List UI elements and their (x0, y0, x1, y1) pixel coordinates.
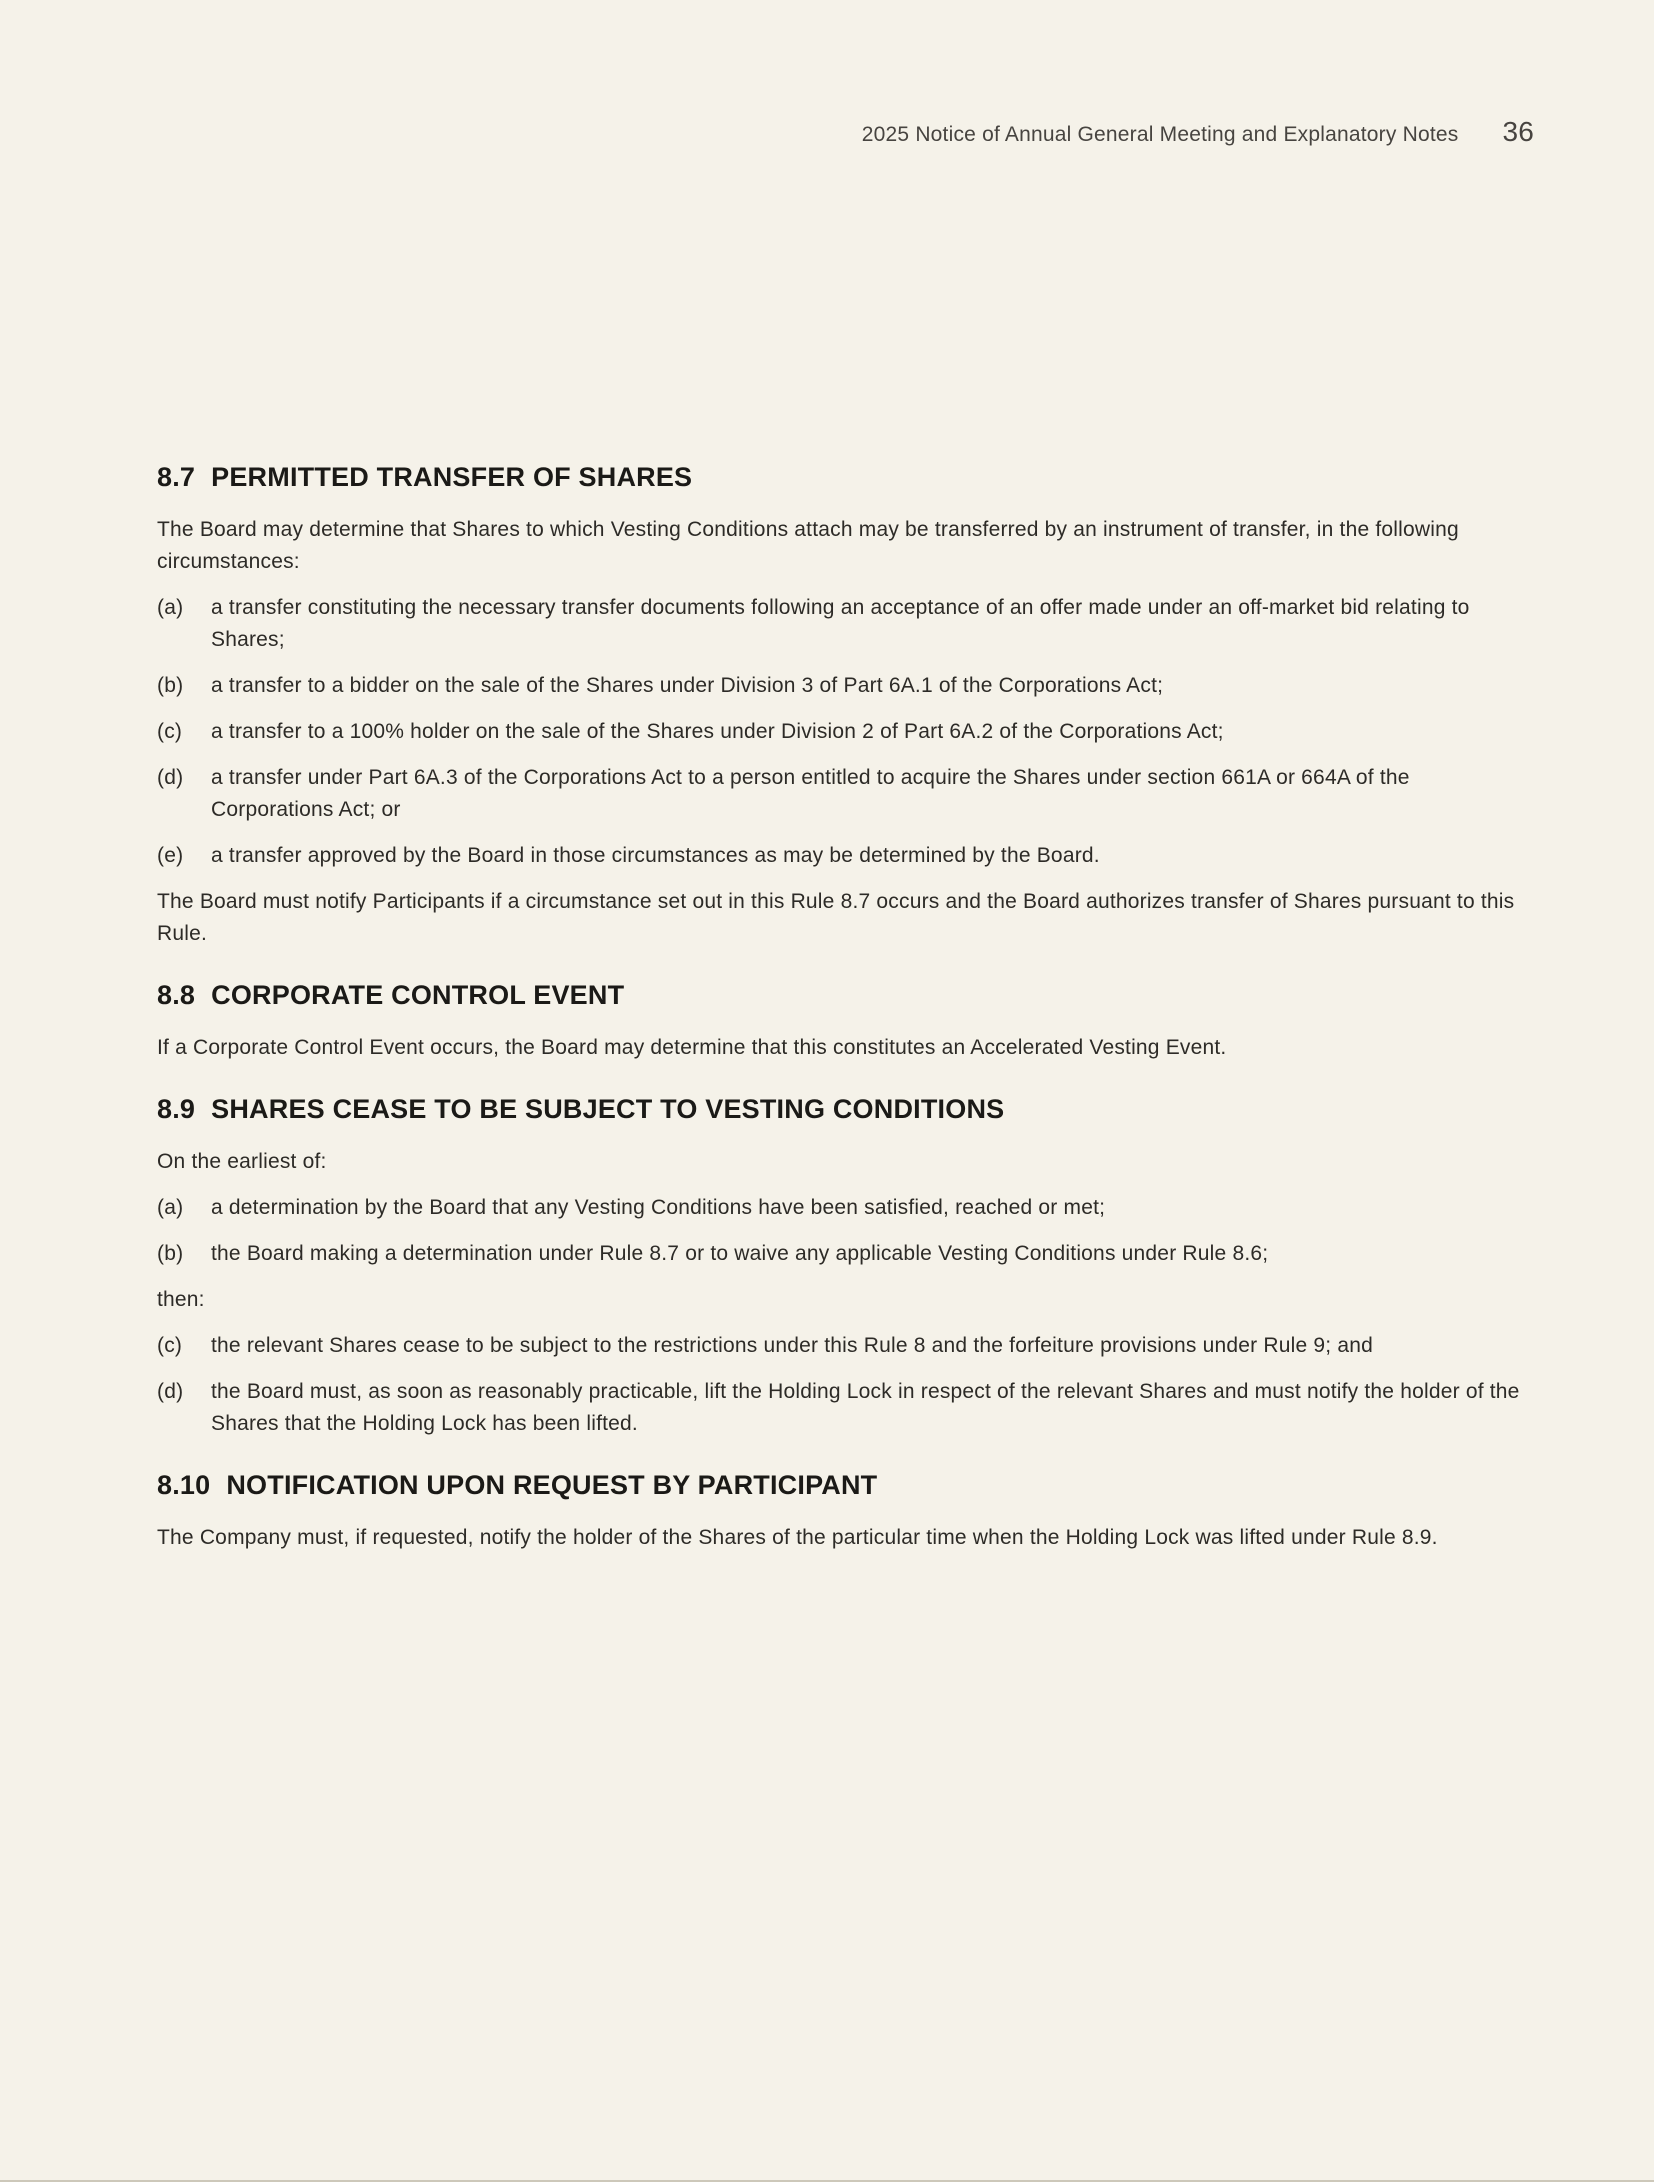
list-item-text: a transfer to a bidder on the sale of the Shares under Division 3 of Part 6A.1 of the Corporations Act; (211, 674, 1164, 697)
header-title: 2025 Notice of Annual General Meeting and Explanatory Notes (861, 123, 1459, 146)
section-title: PERMITTED TRANSFER OF SHARES (211, 462, 693, 492)
list-item-text: a determination by the Board that any Vesting Conditions have been satisfied, reached or met; (211, 1196, 1106, 1219)
list-item (157, 670, 1534, 702)
list-item-text: a transfer under Part 6A.3 of the Corporations Act to a person entitled to acquire the Shares under section 661A or 664A of the Corporations Act; or (211, 766, 1410, 821)
section-heading (157, 1470, 1534, 1501)
list-item (157, 1376, 1534, 1440)
list-item-text: a transfer constituting the necessary transfer documents following an acceptance of an offer made under an off-market bid relating to Shares; (211, 596, 1470, 651)
list-marker: (d) (157, 1380, 184, 1403)
list-marker: (a) (157, 1196, 184, 1219)
list-marker: (a) (157, 596, 184, 619)
page-header (157, 116, 1534, 148)
list-item-text: the Board making a determination under Rule 8.7 or to waive any applicable Vesting Conditions under Rule 8.6; (211, 1242, 1269, 1265)
section-number: 8.8 (157, 980, 196, 1010)
section-number: 8.10 (157, 1470, 211, 1500)
list-item (157, 762, 1534, 826)
section-heading (157, 980, 1534, 1011)
list-item (157, 716, 1534, 748)
list-marker: (d) (157, 766, 184, 789)
paragraph: If a Corporate Control Event occurs, the Board may determine that this constitutes an Accelerated Vesting Event. (157, 1036, 1227, 1059)
paragraph: On the earliest of: (157, 1150, 327, 1173)
list-item (157, 1330, 1534, 1362)
section-number: 8.7 (157, 462, 196, 492)
list-item-text: a transfer to a 100% holder on the sale of the Shares under Division 2 of Part 6A.2 of the Corporations Act; (211, 720, 1224, 743)
paragraph: The Board must notify Participants if a circumstance set out in this Rule 8.7 occurs and the Board authorizes transfer of Shares pursuant to this Rule. (157, 890, 1515, 945)
list-marker: (e) (157, 844, 184, 867)
section-number: 8.9 (157, 1094, 196, 1124)
paragraph: then: (157, 1288, 205, 1311)
list-item-text: the relevant Shares cease to be subject to the restrictions under this Rule 8 and the forfeiture provisions under Rule 9; and (211, 1334, 1373, 1357)
section-title: CORPORATE CONTROL EVENT (211, 980, 625, 1010)
section-title: NOTIFICATION UPON REQUEST BY PARTICIPANT (226, 1470, 878, 1500)
list-item (157, 592, 1534, 656)
list-marker: (c) (157, 1334, 183, 1357)
list-item (157, 840, 1534, 872)
list-item-text: the Board must, as soon as reasonably practicable, lift the Holding Lock in respect of the relevant Shares and must notify the holder of the Shares that the Holding Lock has been lifted. (211, 1380, 1520, 1435)
list-item (157, 1192, 1534, 1224)
list-item-text: a transfer approved by the Board in those circumstances as may be determined by the Board. (211, 844, 1100, 867)
paragraph: The Company must, if requested, notify the holder of the Shares of the particular time when the Holding Lock was lifted under Rule 8.9. (157, 1526, 1438, 1549)
content (157, 462, 1534, 1568)
list-marker: (b) (157, 674, 184, 697)
section-title: SHARES CEASE TO BE SUBJECT TO VESTING CONDITIONS (211, 1094, 1005, 1124)
list-marker: (b) (157, 1242, 184, 1265)
section-heading (157, 1094, 1534, 1125)
list-item (157, 1238, 1534, 1270)
list-marker: (c) (157, 720, 183, 743)
section-heading (157, 462, 1534, 493)
paragraph: The Board may determine that Shares to which Vesting Conditions attach may be transferred by an instrument of transfer, in the following circumstances: (157, 518, 1459, 573)
page-number: 36 (1502, 116, 1534, 147)
